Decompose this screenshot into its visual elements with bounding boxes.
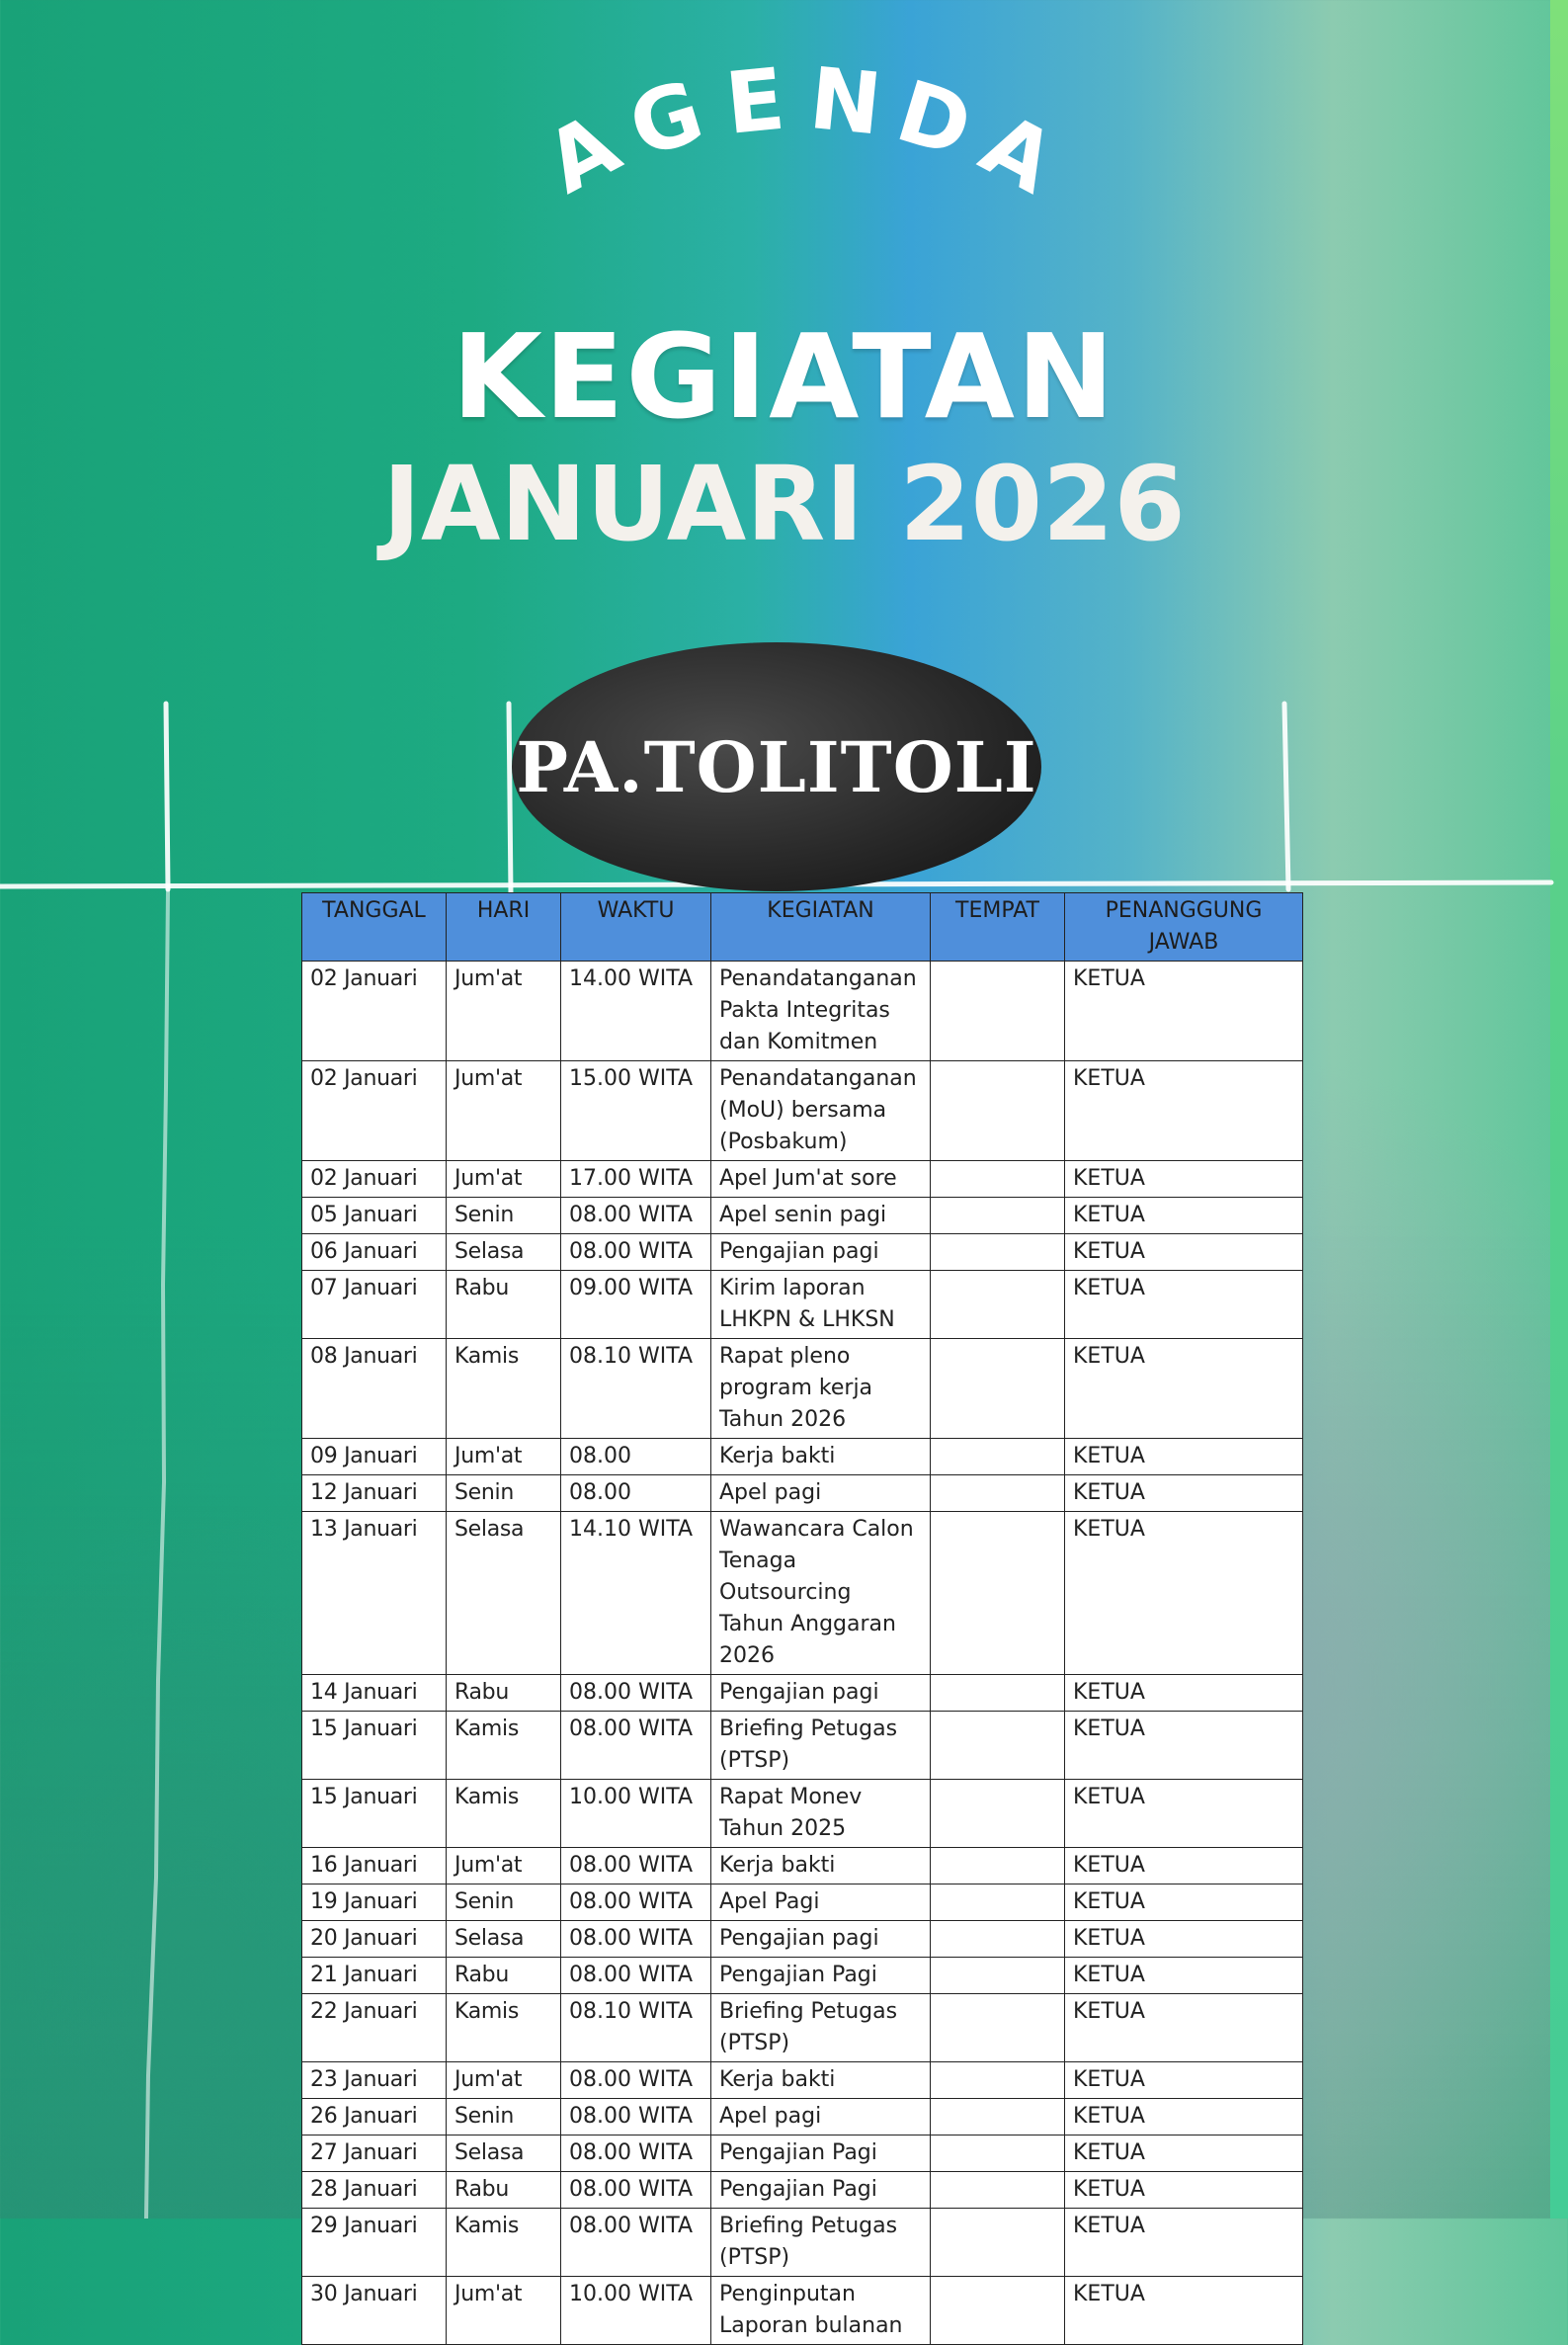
cell-tempat <box>931 1161 1065 1198</box>
cell-penanggung-jawab: KETUA <box>1065 1848 1303 1884</box>
cell-tanggal: 20 Januari <box>302 1921 447 1958</box>
cell-penanggung-jawab: KETUA <box>1065 1921 1303 1958</box>
cell-tempat <box>931 1958 1065 1994</box>
cell-tanggal: 27 Januari <box>302 2136 447 2172</box>
cell-tempat <box>931 1198 1065 1234</box>
cell-hari: Jum'at <box>447 1848 561 1884</box>
cell-tempat <box>931 1712 1065 1780</box>
cell-kegiatan: Penginputan Laporan bulanan <box>711 2277 931 2345</box>
cell-waktu: 08.00 WITA <box>561 2136 711 2172</box>
agenda-table <box>301 892 1303 2345</box>
cell-penanggung-jawab: KETUA <box>1065 1994 1303 2062</box>
cell-tempat <box>931 2172 1065 2209</box>
cell-waktu: 10.00 WITA <box>561 2277 711 2345</box>
cell-waktu: 08.00 WITA <box>561 1848 711 1884</box>
table-row <box>302 1994 1303 2062</box>
cell-waktu: 08.00 <box>561 1475 711 1512</box>
cell-penanggung-jawab: KETUA <box>1065 2099 1303 2136</box>
cell-penanggung-jawab: KETUA <box>1065 1884 1303 1921</box>
cell-penanggung-jawab: KETUA <box>1065 1439 1303 1475</box>
table-row <box>302 1884 1303 1921</box>
table-row <box>302 1512 1303 1675</box>
table-row <box>302 1780 1303 1848</box>
cell-waktu: 08.00 WITA <box>561 2172 711 2209</box>
cell-tanggal: 14 Januari <box>302 1675 447 1712</box>
table-row <box>302 1958 1303 1994</box>
cell-penanggung-jawab: KETUA <box>1065 2209 1303 2277</box>
cell-hari: Selasa <box>447 1921 561 1958</box>
cell-kegiatan: Briefing Petugas (PTSP) <box>711 2209 931 2277</box>
cell-kegiatan: Pengajian pagi <box>711 1921 931 1958</box>
cell-kegiatan: Penandatanganan Pakta Integritas dan Komitmen <box>711 962 931 1061</box>
cell-tempat <box>931 1994 1065 2062</box>
cell-kegiatan: Pengajian Pagi <box>711 1958 931 1994</box>
cell-tanggal: 09 Januari <box>302 1439 447 1475</box>
cell-hari: Kamis <box>447 1712 561 1780</box>
table-row <box>302 2136 1303 2172</box>
cell-penanggung-jawab: KETUA <box>1065 1271 1303 1339</box>
cell-tanggal: 06 Januari <box>302 1234 447 1271</box>
agenda-letter: G <box>619 61 714 178</box>
column-header-hari: HARI <box>447 893 561 962</box>
cell-tempat <box>931 1848 1065 1884</box>
cell-kegiatan: Rapat pleno program kerja Tahun 2026 <box>711 1339 931 1439</box>
cell-waktu: 10.00 WITA <box>561 1780 711 1848</box>
kegiatan-title: KEGIATAN <box>452 308 1116 445</box>
cell-waktu: 17.00 WITA <box>561 1161 711 1198</box>
table-row <box>302 1161 1303 1198</box>
cell-waktu: 14.00 WITA <box>561 962 711 1061</box>
cell-penanggung-jawab: KETUA <box>1065 1512 1303 1675</box>
cell-hari: Kamis <box>447 1780 561 1848</box>
cell-penanggung-jawab: KETUA <box>1065 1958 1303 1994</box>
cell-hari: Kamis <box>447 1994 561 2062</box>
table-row <box>302 1198 1303 1234</box>
cell-penanggung-jawab: KETUA <box>1065 2172 1303 2209</box>
cell-hari: Jum'at <box>447 2277 561 2345</box>
cell-hari: Jum'at <box>447 962 561 1061</box>
cell-tempat <box>931 1475 1065 1512</box>
cell-tempat <box>931 2277 1065 2345</box>
cell-tanggal: 05 Januari <box>302 1198 447 1234</box>
cell-penanggung-jawab: KETUA <box>1065 2277 1303 2345</box>
cell-kegiatan: Apel Pagi <box>711 1884 931 1921</box>
cell-tanggal: 26 Januari <box>302 2099 447 2136</box>
column-header-waktu: WAKTU <box>561 893 711 962</box>
cell-penanggung-jawab: KETUA <box>1065 1780 1303 1848</box>
cell-hari: Senin <box>447 1475 561 1512</box>
cell-kegiatan: Wawancara Calon Tenaga Outsourcing Tahun Anggaran 2026 <box>711 1512 931 1675</box>
cell-tanggal: 02 Januari <box>302 1061 447 1161</box>
table-row <box>302 1712 1303 1780</box>
title-area <box>0 0 1568 593</box>
cell-waktu: 14.10 WITA <box>561 1512 711 1675</box>
cell-tempat <box>931 1675 1065 1712</box>
table-row <box>302 1921 1303 1958</box>
cell-tanggal: 15 Januari <box>302 1712 447 1780</box>
cell-penanggung-jawab: KETUA <box>1065 1339 1303 1439</box>
cell-tempat <box>931 1234 1065 1271</box>
cell-tanggal: 22 Januari <box>302 1994 447 2062</box>
column-header-penanggung-jawab: PENANGGUNG JAWAB <box>1065 893 1303 962</box>
cell-waktu: 08.00 WITA <box>561 1675 711 1712</box>
cell-waktu: 08.10 WITA <box>561 1339 711 1439</box>
agenda-letter: A <box>530 95 635 213</box>
cell-hari: Jum'at <box>447 1061 561 1161</box>
table-row <box>302 1848 1303 1884</box>
cell-kegiatan: Pengajian Pagi <box>711 2136 931 2172</box>
period-title: JANUARI 2026 <box>382 444 1186 564</box>
cell-kegiatan: Kerja bakti <box>711 2062 931 2099</box>
cell-tanggal: 28 Januari <box>302 2172 447 2209</box>
cell-hari: Jum'at <box>447 1439 561 1475</box>
agenda-arched-title <box>395 49 1205 247</box>
agenda-letter: D <box>885 61 983 178</box>
cell-tanggal: 12 Januari <box>302 1475 447 1512</box>
cell-hari: Rabu <box>447 2172 561 2209</box>
table-row <box>302 1271 1303 1339</box>
cell-penanggung-jawab: KETUA <box>1065 1198 1303 1234</box>
table-row <box>302 1675 1303 1712</box>
agenda-letter: N <box>805 49 886 155</box>
cell-waktu: 08.00 WITA <box>561 1198 711 1234</box>
cell-tempat <box>931 2099 1065 2136</box>
cell-hari: Kamis <box>447 2209 561 2277</box>
cell-penanggung-jawab: KETUA <box>1065 1161 1303 1198</box>
cell-waktu: 08.00 WITA <box>561 1921 711 1958</box>
cell-tempat <box>931 2136 1065 2172</box>
table-row <box>302 2099 1303 2136</box>
cell-hari: Jum'at <box>447 2062 561 2099</box>
organization-badge <box>512 642 1041 891</box>
cell-hari: Rabu <box>447 1675 561 1712</box>
cell-tanggal: 02 Januari <box>302 962 447 1061</box>
cell-kegiatan: Pengajian pagi <box>711 1234 931 1271</box>
cell-tanggal: 19 Januari <box>302 1884 447 1921</box>
cell-tanggal: 30 Januari <box>302 2277 447 2345</box>
cell-penanggung-jawab: KETUA <box>1065 1475 1303 1512</box>
table-row <box>302 962 1303 1061</box>
cell-hari: Selasa <box>447 2136 561 2172</box>
cell-waktu: 08.00 WITA <box>561 1234 711 1271</box>
cell-kegiatan: Rapat Monev Tahun 2025 <box>711 1780 931 1848</box>
cell-waktu: 08.10 WITA <box>561 1994 711 2062</box>
cell-tempat <box>931 1921 1065 1958</box>
cell-penanggung-jawab: KETUA <box>1065 1712 1303 1780</box>
cell-penanggung-jawab: KETUA <box>1065 2136 1303 2172</box>
column-header-tanggal: TANGGAL <box>302 893 447 962</box>
cell-hari: Senin <box>447 2099 561 2136</box>
table-row <box>302 2172 1303 2209</box>
cell-kegiatan: Apel pagi <box>711 2099 931 2136</box>
cell-hari: Rabu <box>447 1958 561 1994</box>
cell-waktu: 09.00 WITA <box>561 1271 711 1339</box>
cell-hari: Selasa <box>447 1234 561 1271</box>
table-row <box>302 2062 1303 2099</box>
cell-hari: Jum'at <box>447 1161 561 1198</box>
cell-kegiatan: Apel pagi <box>711 1475 931 1512</box>
cell-tempat <box>931 1339 1065 1439</box>
cell-tanggal: 07 Januari <box>302 1271 447 1339</box>
cell-hari: Selasa <box>447 1512 561 1675</box>
cell-tanggal: 15 Januari <box>302 1780 447 1848</box>
cell-kegiatan: Penandatanganan (MoU) bersama (Posbakum) <box>711 1061 931 1161</box>
cell-penanggung-jawab: KETUA <box>1065 1061 1303 1161</box>
table-row <box>302 1339 1303 1439</box>
cell-hari: Senin <box>447 1198 561 1234</box>
cell-penanggung-jawab: KETUA <box>1065 1234 1303 1271</box>
column-header-kegiatan: KEGIATAN <box>711 893 931 962</box>
cell-tempat <box>931 1884 1065 1921</box>
cell-kegiatan: Briefing Petugas (PTSP) <box>711 1994 931 2062</box>
cell-tanggal: 23 Januari <box>302 2062 447 2099</box>
agenda-letter: E <box>721 49 789 154</box>
cell-waktu: 08.00 WITA <box>561 1712 711 1780</box>
cell-waktu: 08.00 WITA <box>561 2209 711 2277</box>
cell-tanggal: 08 Januari <box>302 1339 447 1439</box>
cell-tempat <box>931 1512 1065 1675</box>
cell-penanggung-jawab: KETUA <box>1065 1675 1303 1712</box>
table-row <box>302 1061 1303 1161</box>
table-header-row <box>302 893 1303 962</box>
table-row <box>302 1234 1303 1271</box>
cell-kegiatan: Kerja bakti <box>711 1439 931 1475</box>
cell-tempat <box>931 1780 1065 1848</box>
organization-name: PA.TOLITOLI <box>516 725 1037 808</box>
cell-tempat <box>931 1061 1065 1161</box>
cell-waktu: 08.00 WITA <box>561 1884 711 1921</box>
cell-tempat <box>931 1439 1065 1475</box>
cell-waktu: 08.00 WITA <box>561 2062 711 2099</box>
cell-kegiatan: Apel senin pagi <box>711 1198 931 1234</box>
cell-waktu: 15.00 WITA <box>561 1061 711 1161</box>
cell-tanggal: 21 Januari <box>302 1958 447 1994</box>
agenda-table-container <box>301 892 1302 2345</box>
cell-tempat <box>931 2062 1065 2099</box>
cell-hari: Kamis <box>447 1339 561 1439</box>
column-header-tempat: TEMPAT <box>931 893 1065 962</box>
table-row <box>302 1475 1303 1512</box>
cell-kegiatan: Apel Jum'at sore <box>711 1161 931 1198</box>
cell-tanggal: 02 Januari <box>302 1161 447 1198</box>
cell-kegiatan: Pengajian Pagi <box>711 2172 931 2209</box>
agenda-letter: A <box>965 95 1071 213</box>
cell-kegiatan: Briefing Petugas (PTSP) <box>711 1712 931 1780</box>
cell-kegiatan: Pengajian pagi <box>711 1675 931 1712</box>
table-row <box>302 2277 1303 2345</box>
cell-penanggung-jawab: KETUA <box>1065 962 1303 1061</box>
cell-waktu: 08.00 WITA <box>561 2099 711 2136</box>
cell-kegiatan: Kerja bakti <box>711 1848 931 1884</box>
table-row <box>302 1439 1303 1475</box>
cell-hari: Senin <box>447 1884 561 1921</box>
cell-waktu: 08.00 WITA <box>561 1958 711 1994</box>
cell-tanggal: 13 Januari <box>302 1512 447 1675</box>
cell-penanggung-jawab: KETUA <box>1065 2062 1303 2099</box>
cell-tempat <box>931 962 1065 1061</box>
cell-hari: Rabu <box>447 1271 561 1339</box>
cell-kegiatan: Kirim laporan LHKPN & LHKSN <box>711 1271 931 1339</box>
cell-waktu: 08.00 <box>561 1439 711 1475</box>
cell-tanggal: 29 Januari <box>302 2209 447 2277</box>
cell-tanggal: 16 Januari <box>302 1848 447 1884</box>
cell-tempat <box>931 1271 1065 1339</box>
